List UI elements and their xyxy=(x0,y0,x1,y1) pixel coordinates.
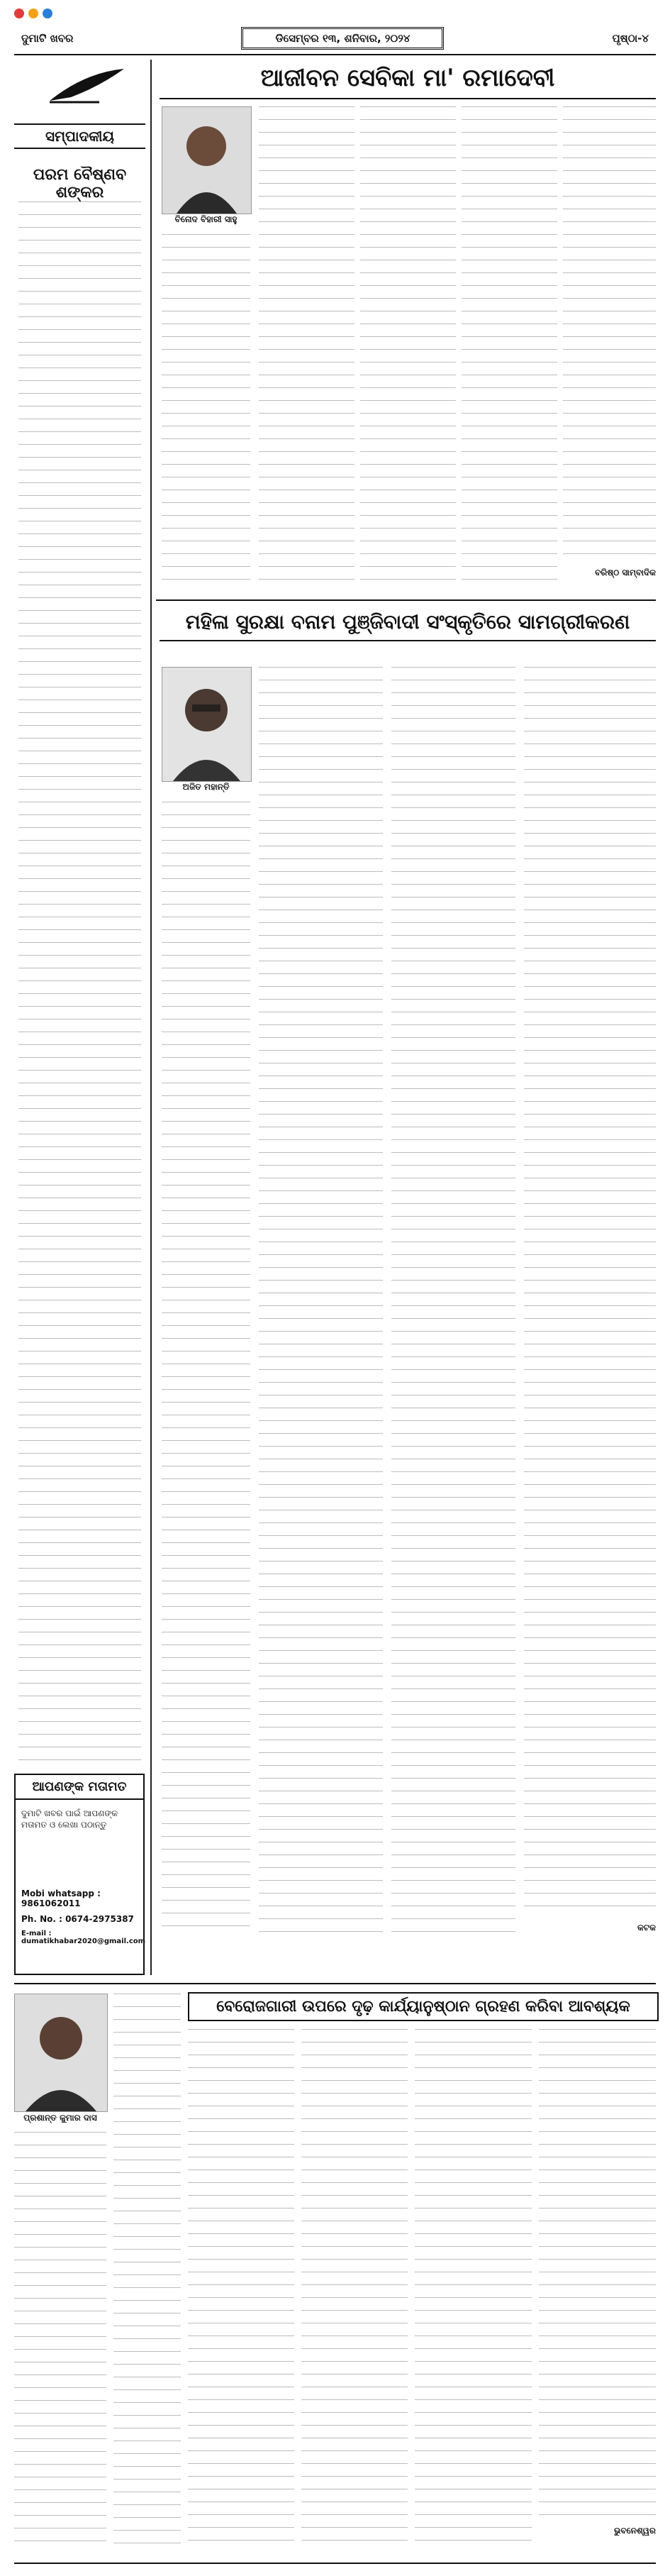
page-header xyxy=(14,26,656,51)
article-2-author-caption: ଅଜିତ ମହାନ୍ତି xyxy=(182,782,230,792)
article-1-body-text-col4 xyxy=(462,106,557,589)
article-3-body-text-col1 xyxy=(113,1994,181,2547)
phone-label: Ph. No. xyxy=(21,1914,56,1924)
article-2-bottom-rule xyxy=(14,1983,656,1984)
opinion-box-body: ଦୁମାଟି ଖବର ପାଇଁ ଆପଣଙ୍କ ମତାମତ ଓ ଲେଖା ପଠାନ୍ତୁ xyxy=(21,1808,118,1830)
blue-dot-icon xyxy=(43,9,52,18)
article-3-author-photo xyxy=(14,1994,108,2112)
article-1-signoff: ବରିଷ୍ଠ ସାମ୍ବାଦିକ xyxy=(595,568,656,577)
opinion-box-title: ଆପଣଙ୍କ ମତାମତ xyxy=(16,1775,143,1800)
column-divider xyxy=(150,60,152,1975)
article-2-body-text-col2 xyxy=(259,667,383,1937)
article-3-body-text-col5 xyxy=(539,2029,656,2519)
contact-block: Mobi whatsapp : 9861062011 Ph. No. : 0674-2975387 E-mail : dumatikhabar2020@gmail.com xyxy=(21,1889,146,1945)
opinion-box xyxy=(14,1774,145,1975)
article-3-signoff: ଭୁବନେଶ୍ୱର xyxy=(614,2526,656,2536)
orange-dot-icon xyxy=(28,9,38,18)
phone-value: 0674-2975387 xyxy=(65,1914,134,1924)
article-1-body-text xyxy=(162,234,250,589)
article-3-body-text-col4 xyxy=(415,2029,532,2547)
article-2-body-text-col4 xyxy=(524,667,656,1916)
editorial-title: ପରମ ବୈଷ୍ଣବ ଶଙ୍କର xyxy=(33,166,127,201)
article-2-author-photo xyxy=(162,667,252,782)
article-1-headline: ଆଜୀବନ ସେବିକା ମା' ରମାଦେବୀ xyxy=(160,64,656,99)
editorial-body-text xyxy=(18,201,141,1762)
article-1-body-text-col2 xyxy=(259,106,354,589)
article-1-author-caption: ବିନୋଦ ବିହାରୀ ସାହୁ xyxy=(174,214,238,224)
editorial-label: ସମ୍ପାଦକୀୟ xyxy=(14,123,145,149)
red-dot-icon xyxy=(14,9,24,18)
article-2-body-text-col3 xyxy=(391,667,515,1937)
article-3-body-text-col3 xyxy=(301,2029,408,2547)
article-3-body-text-col2 xyxy=(188,2029,294,2547)
article-3-body-text-col1b xyxy=(14,2132,106,2547)
article-1-bottom-rule xyxy=(156,599,656,601)
mobile-value: 9861062011 xyxy=(21,1898,81,1908)
article-2-signoff: କଟକ xyxy=(637,1923,656,1933)
article-3-headline: ବେରୋଜଗାରୀ ଉପରେ ଦୃଢ଼ କାର୍ଯ୍ୟାନୁଷ୍ଠାନ ଗ୍ରହଣ କରିବା ଆବଶ୍ୟକ xyxy=(188,1992,659,2021)
email-value: dumatikhabar2020@gmail.com xyxy=(21,1937,146,1945)
article-1-body-text-col5 xyxy=(563,106,656,560)
mobile-label: Mobi whatsapp xyxy=(21,1889,94,1898)
article-1-author-photo xyxy=(162,106,252,214)
page-bottom-rule xyxy=(14,2563,656,2564)
quill-logo-icon xyxy=(43,65,128,108)
top-bar xyxy=(14,6,656,21)
header-rule xyxy=(14,54,656,55)
article-2-body-text xyxy=(162,802,250,1937)
section-label: ଦୁମାଟି ଖବର xyxy=(21,32,74,45)
article-2-headline: ମହିଳା ସୁରକ୍ଷା ବନାମ ପୁଞ୍ଜିବାଦୀ ସଂସ୍କୃତିରେ ସାମଗ୍ରୀକରଣ xyxy=(160,610,656,641)
page-number: ପୃଷ୍ଠା-୪ xyxy=(612,32,649,45)
editorial-column xyxy=(14,60,145,1762)
date-line: ଡିସେମ୍ବର ୧୩, ଶନିବାର, ୨୦୨୪ xyxy=(241,27,444,50)
article-1-body-text-col3 xyxy=(360,106,456,589)
email-label: E-mail xyxy=(21,1930,47,1937)
article-3-author-caption: ପ୍ରଶାନ୍ତ କୁମାର ଦାସ xyxy=(23,2113,97,2123)
